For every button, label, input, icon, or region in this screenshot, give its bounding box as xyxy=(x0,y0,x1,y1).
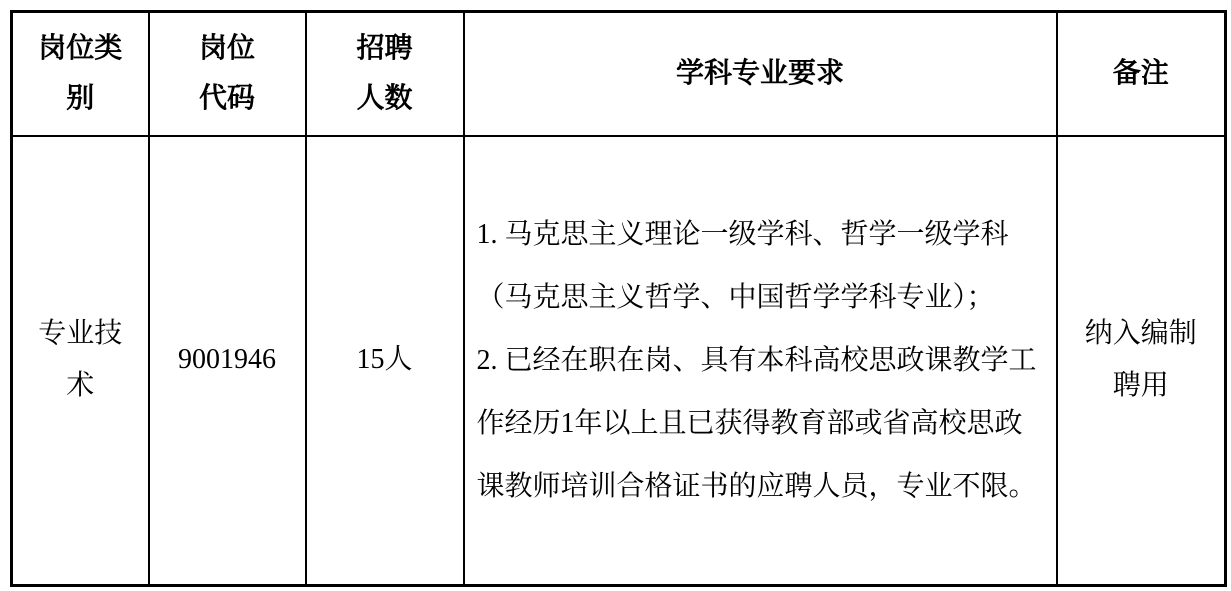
header-line: 岗位类 xyxy=(38,32,123,64)
header-line: 学科专业要求 xyxy=(675,57,844,89)
header-headcount xyxy=(306,12,464,136)
header-line: 备注 xyxy=(1112,57,1169,89)
header-line: 别 xyxy=(66,82,95,114)
requirement-item: 2. 已经在职在岗、具有本科高校思政课教学工作经历1年以上且已获得教育部或省高校思政课教师培训合格证书的应聘人员，专业不限。 xyxy=(476,344,1037,502)
header-remarks xyxy=(1057,12,1226,136)
cell-major-requirements xyxy=(464,136,1057,586)
header-line: 岗位 xyxy=(198,32,255,64)
header-line: 代码 xyxy=(198,82,255,114)
cell-position-category xyxy=(12,136,149,586)
header-row xyxy=(12,12,1226,136)
cell-remarks xyxy=(1057,136,1226,586)
cell-position-code: 9001946 xyxy=(149,136,306,586)
cell-line: 纳入编制 xyxy=(1084,318,1197,350)
cell-headcount: 15人 xyxy=(306,136,464,586)
cell-line: 术 xyxy=(66,370,95,402)
header-line: 人数 xyxy=(356,82,413,114)
cell-line: 专业技 xyxy=(38,318,123,350)
header-line: 招聘 xyxy=(356,32,413,64)
header-position-code xyxy=(149,12,306,136)
table-row xyxy=(12,136,1226,586)
header-major-requirements xyxy=(464,12,1057,136)
header-position-category xyxy=(12,12,149,136)
cell-line: 聘用 xyxy=(1112,370,1169,402)
recruitment-table xyxy=(10,10,1227,587)
requirement-item: 1. 马克思主义理论一级学科、哲学一级学科（马克思主义哲学、中国哲学学科专业）； xyxy=(476,218,1009,313)
